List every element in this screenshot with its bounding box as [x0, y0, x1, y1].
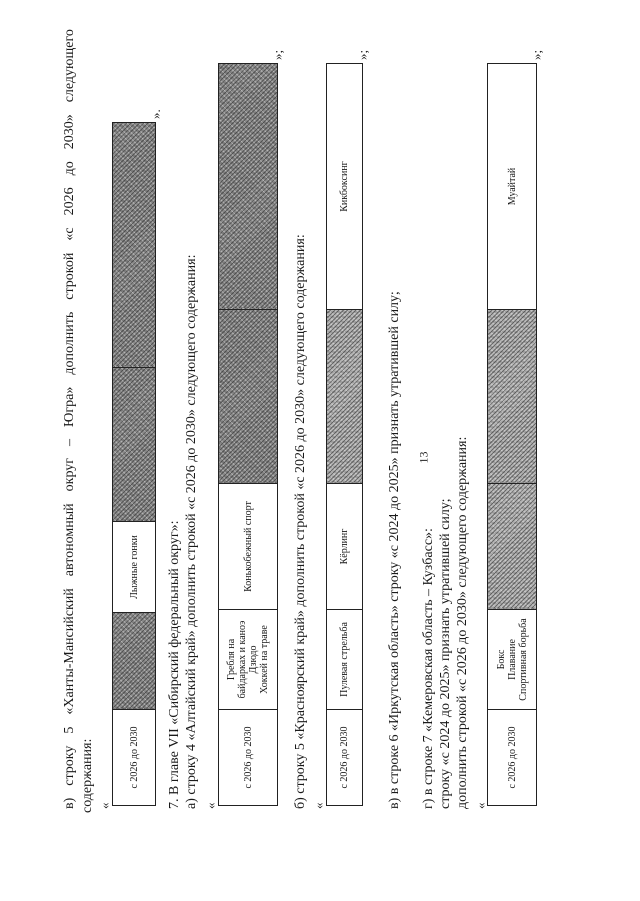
s1-word: Югра» — [62, 386, 77, 427]
s2-a: а) строку 4 «Алтайский край» дополнить строкой «с 2026 до 2030» следующего содержания: — [184, 254, 199, 809]
t3-period: с 2026 до 2030 — [327, 710, 363, 806]
t4-sport: Муайтай — [488, 64, 537, 310]
quote-close: »; — [355, 49, 370, 60]
s1-word: «Ханты-Мансийский — [62, 588, 77, 715]
shaded-cell — [488, 310, 537, 484]
s1-word: строку — [62, 745, 77, 786]
t2-sport-item: байдарках и каноэ — [237, 620, 248, 699]
quote-open: « — [311, 802, 326, 809]
t3-sport-b: Кёрлинг — [327, 484, 363, 610]
s1-word: до — [62, 161, 77, 176]
s1-word: дополнить — [62, 311, 77, 375]
shaded-cell — [488, 484, 537, 610]
t4-sport-item: Спортивная борьба — [517, 618, 529, 701]
t4-sport-item: Плавание — [506, 639, 518, 680]
s1-word: автономный — [62, 503, 77, 577]
s5-g3: дополнить строкой «с 2026 до 2030» следующего содержания: — [455, 436, 470, 809]
s1-word: 2026 — [62, 187, 77, 216]
t4-sports-list — [488, 610, 537, 710]
page-number: 13 — [416, 451, 431, 464]
s1-word: 2030» — [62, 114, 77, 150]
s1-word: округ — [62, 458, 77, 492]
quote-open: « — [97, 802, 112, 809]
t1-sport: Лыжные гонки — [113, 522, 156, 613]
s5-g: г) в строке 7 «Кемеровская область – Кузбасс»: — [421, 528, 436, 809]
quote-close: ». — [148, 109, 163, 119]
s2-title: 7. В главе VII «Сибирский федеральный округ»: — [167, 520, 182, 809]
t3-sport-a: Пулевая стрельба — [327, 610, 363, 710]
t2-sport-item: Гребля на — [226, 638, 237, 681]
t2-period: с 2026 до 2030 — [219, 710, 278, 806]
s1-word: в) — [62, 797, 77, 809]
s1-word: – — [62, 439, 77, 446]
table-4 — [487, 63, 537, 806]
s1-word: 5 — [62, 726, 77, 734]
shaded-cell — [113, 368, 156, 522]
t1-period: с 2026 до 2030 — [113, 710, 156, 806]
quote-close: »; — [529, 49, 544, 60]
quote-open: « — [473, 802, 488, 809]
quote-open: « — [203, 802, 218, 809]
s4-v: в) в строке 6 «Иркутская область» строку «с 2024 до 2025» признать утратившей силу; — [387, 291, 402, 809]
shaded-cell — [113, 123, 156, 368]
s1-word: «с — [62, 227, 77, 241]
table-2 — [218, 63, 278, 806]
t3-sport-c: Кикбоксинг — [327, 64, 363, 310]
shaded-cell — [219, 64, 278, 310]
t2-sport-item: Дзюдо — [248, 645, 259, 674]
shaded-cell — [219, 310, 278, 484]
t4-period: с 2026 до 2030 — [488, 710, 537, 806]
s5-g2: строку «с 2024 до 2025» признать утратившей силу; — [438, 498, 453, 809]
t4-sport-item: Бокс — [495, 649, 507, 670]
t2-sport-item: Хоккей на траве — [259, 625, 270, 694]
shaded-cell — [327, 310, 363, 484]
t2-sports-list — [219, 610, 278, 710]
quote-close: »; — [270, 49, 285, 60]
s1-line2: содержания: — [80, 738, 95, 813]
s1-word: строкой — [62, 252, 77, 300]
s1-word: следующего — [62, 29, 77, 103]
s3-b: б) строку 5 «Красноярский край» дополнить строкой «с 2026 до 2030» следующего содержания: — [293, 234, 308, 809]
table-1 — [112, 122, 156, 806]
t2-sport: Конькобежный спорт — [219, 484, 278, 610]
shaded-cell — [113, 613, 156, 710]
table-3 — [326, 63, 363, 806]
s1-line1 — [62, 29, 78, 809]
